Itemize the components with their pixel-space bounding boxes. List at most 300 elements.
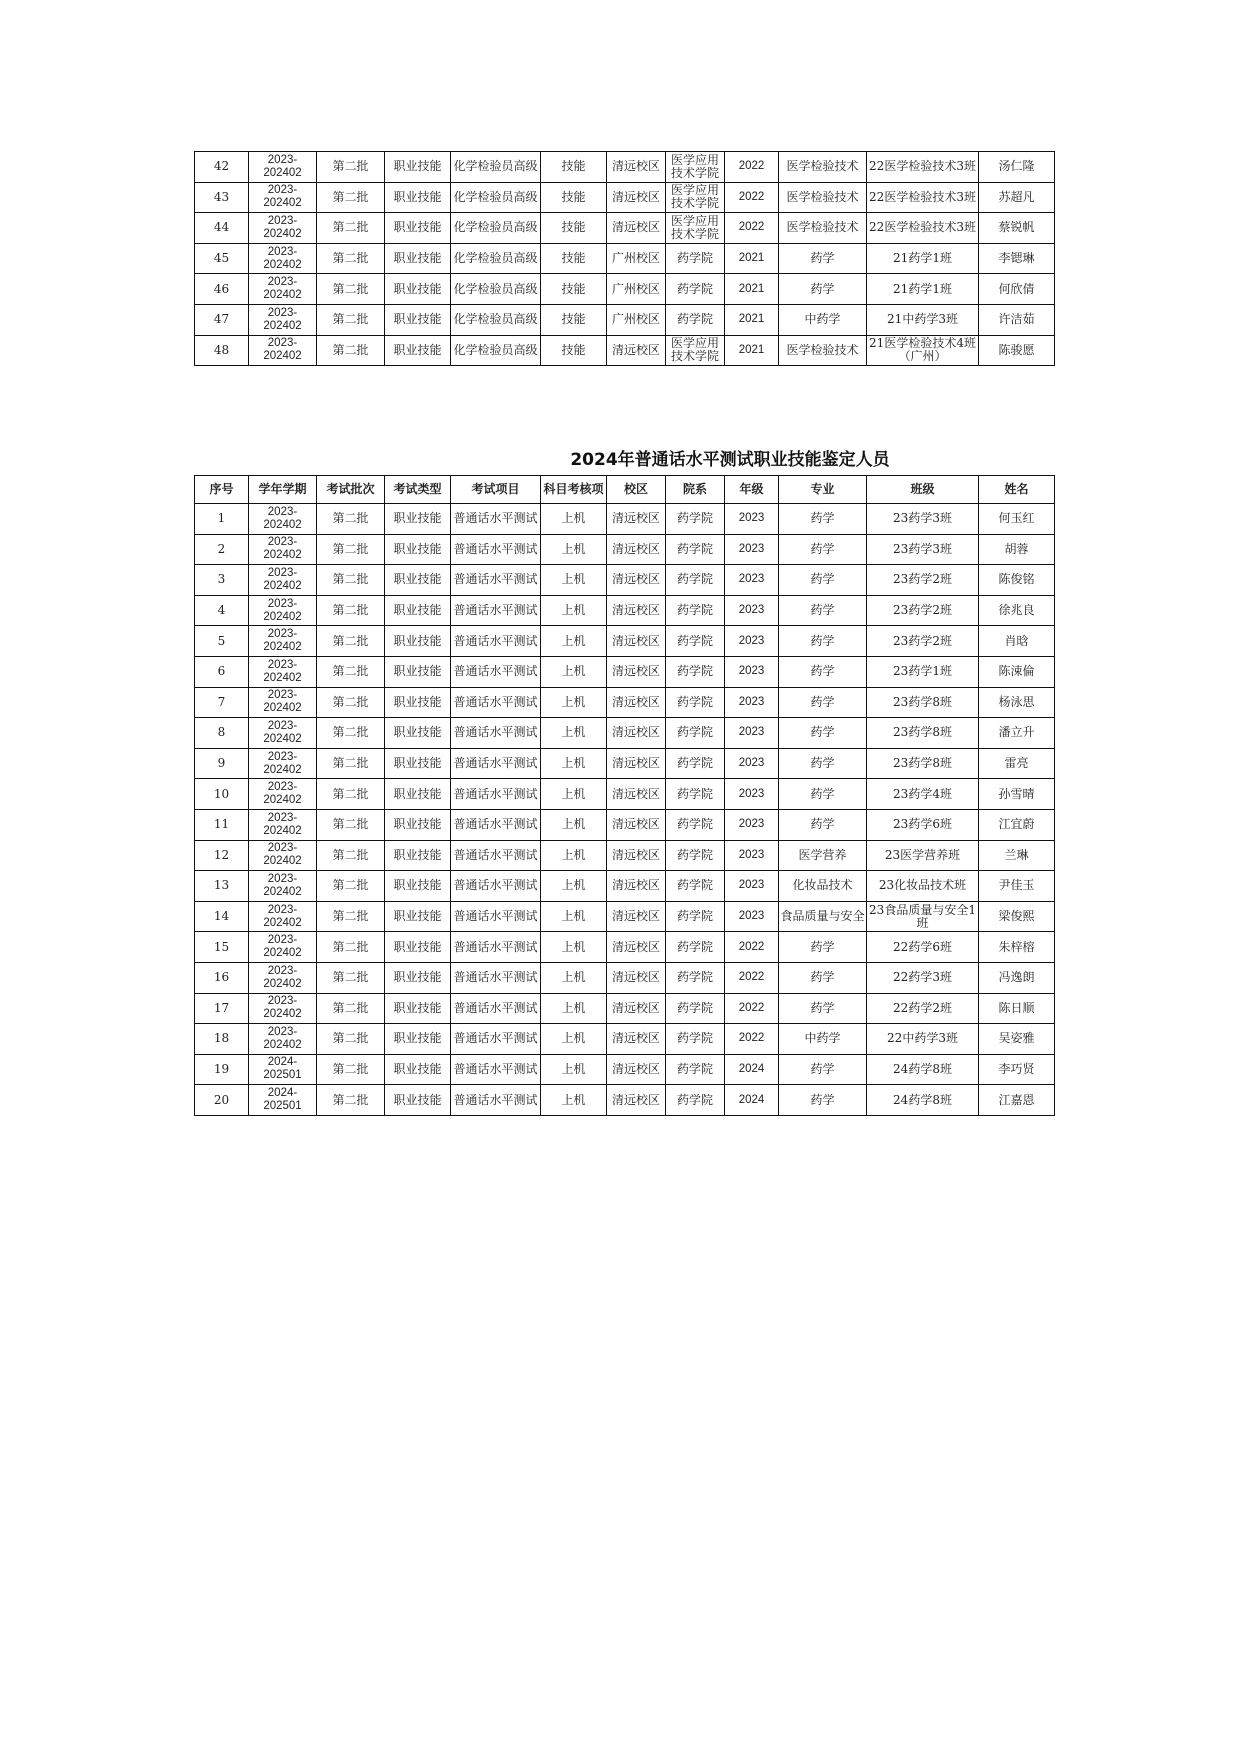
cell-exam-type: 职业技能 — [385, 748, 451, 779]
header-row — [195, 476, 1055, 504]
cell-major: 医学检验技术 — [779, 335, 867, 366]
cell-campus: 清远校区 — [607, 335, 666, 366]
cell-college: 药学院 — [666, 304, 725, 335]
cell-class-name: 22医学检验技术3班 — [867, 182, 979, 213]
cell-campus: 清远校区 — [607, 595, 666, 626]
cell-exam-project: 化学检验员高级 — [451, 182, 541, 213]
table-row — [195, 779, 1055, 810]
cell-grade: 2024 — [725, 1054, 779, 1085]
cell-exam-project: 普通话水平测试 — [451, 626, 541, 657]
cell-campus: 清远校区 — [607, 152, 666, 183]
cell-subject-item: 技能 — [541, 213, 607, 244]
cell-exam-batch: 第二批 — [317, 901, 385, 932]
cell-subject-item: 上机 — [541, 687, 607, 718]
cell-exam-type: 职业技能 — [385, 626, 451, 657]
cell-row-number: 13 — [195, 871, 249, 902]
cell-exam-type: 职业技能 — [385, 534, 451, 565]
column-header: 专业 — [779, 476, 867, 504]
cell-exam-type: 职业技能 — [385, 335, 451, 366]
cell-class-name: 21药学1班 — [867, 274, 979, 305]
table-row — [195, 1054, 1055, 1085]
cell-class-name: 22药学6班 — [867, 932, 979, 963]
cell-student-name: 何欣倩 — [979, 274, 1055, 305]
column-header: 校区 — [607, 476, 666, 504]
cell-subject-item: 上机 — [541, 993, 607, 1024]
cell-row-number: 42 — [195, 152, 249, 183]
table-row — [195, 243, 1055, 274]
cell-exam-batch: 第二批 — [317, 748, 385, 779]
cell-college: 药学院 — [666, 809, 725, 840]
cell-exam-batch: 第二批 — [317, 243, 385, 274]
cell-row-number: 43 — [195, 182, 249, 213]
cell-exam-project: 普通话水平测试 — [451, 932, 541, 963]
cell-academic-term: 2023-202402 — [249, 534, 317, 565]
cell-campus: 广州校区 — [607, 274, 666, 305]
table-row — [195, 840, 1055, 871]
cell-major: 医学营养 — [779, 840, 867, 871]
cell-class-name: 21中药学3班 — [867, 304, 979, 335]
cell-exam-project: 普通话水平测试 — [451, 595, 541, 626]
cell-subject-item: 上机 — [541, 840, 607, 871]
cell-grade: 2023 — [725, 809, 779, 840]
cell-grade: 2022 — [725, 182, 779, 213]
cell-major: 药学 — [779, 504, 867, 535]
cell-major: 医学检验技术 — [779, 213, 867, 244]
cell-academic-term: 2023-202402 — [249, 718, 317, 749]
cell-academic-term: 2023-202402 — [249, 304, 317, 335]
cell-grade: 2024 — [725, 1085, 779, 1116]
table-row — [195, 687, 1055, 718]
cell-major: 药学 — [779, 809, 867, 840]
cell-exam-batch: 第二批 — [317, 274, 385, 305]
cell-student-name: 陈日顺 — [979, 993, 1055, 1024]
cell-class-name: 23药学8班 — [867, 687, 979, 718]
cell-student-name: 何玉红 — [979, 504, 1055, 535]
cell-college: 药学院 — [666, 748, 725, 779]
cell-row-number: 44 — [195, 213, 249, 244]
cell-row-number: 5 — [195, 626, 249, 657]
cell-campus: 清远校区 — [607, 840, 666, 871]
cell-exam-batch: 第二批 — [317, 182, 385, 213]
table-row — [195, 1085, 1055, 1116]
cell-campus: 清远校区 — [607, 504, 666, 535]
cell-row-number: 12 — [195, 840, 249, 871]
table-row — [195, 565, 1055, 596]
cell-academic-term: 2023-202402 — [249, 565, 317, 596]
cell-exam-type: 职业技能 — [385, 1054, 451, 1085]
column-header: 班级 — [867, 476, 979, 504]
cell-exam-type: 职业技能 — [385, 243, 451, 274]
cell-exam-type: 职业技能 — [385, 871, 451, 902]
cell-exam-project: 普通话水平测试 — [451, 809, 541, 840]
cell-college: 药学院 — [666, 840, 725, 871]
cell-subject-item: 上机 — [541, 595, 607, 626]
cell-student-name: 杨泳思 — [979, 687, 1055, 718]
cell-exam-type: 职业技能 — [385, 1024, 451, 1055]
cell-exam-project: 普通话水平测试 — [451, 871, 541, 902]
cell-exam-batch: 第二批 — [317, 687, 385, 718]
table-row — [195, 504, 1055, 535]
cell-exam-type: 职业技能 — [385, 565, 451, 596]
cell-exam-batch: 第二批 — [317, 932, 385, 963]
cell-major: 药学 — [779, 534, 867, 565]
cell-student-name: 雷亮 — [979, 748, 1055, 779]
cell-campus: 清远校区 — [607, 993, 666, 1024]
cell-college: 药学院 — [666, 1085, 725, 1116]
cell-campus: 清远校区 — [607, 779, 666, 810]
cell-exam-batch: 第二批 — [317, 626, 385, 657]
cell-row-number: 9 — [195, 748, 249, 779]
cell-campus: 清远校区 — [607, 626, 666, 657]
cell-exam-type: 职业技能 — [385, 962, 451, 993]
table-row — [195, 213, 1055, 244]
cell-campus: 清远校区 — [607, 901, 666, 932]
cell-campus: 清远校区 — [607, 1024, 666, 1055]
cell-exam-project: 化学检验员高级 — [451, 304, 541, 335]
cell-academic-term: 2023-202402 — [249, 213, 317, 244]
cell-academic-term: 2023-202402 — [249, 748, 317, 779]
cell-grade: 2023 — [725, 504, 779, 535]
cell-subject-item: 上机 — [541, 1024, 607, 1055]
cell-class-name: 23药学2班 — [867, 626, 979, 657]
cell-exam-project: 普通话水平测试 — [451, 1054, 541, 1085]
cell-exam-type: 职业技能 — [385, 993, 451, 1024]
cell-academic-term: 2023-202402 — [249, 595, 317, 626]
cell-exam-batch: 第二批 — [317, 779, 385, 810]
cell-academic-term: 2023-202402 — [249, 993, 317, 1024]
cell-major: 药学 — [779, 656, 867, 687]
table-row — [195, 871, 1055, 902]
cell-campus: 清远校区 — [607, 871, 666, 902]
cell-row-number: 15 — [195, 932, 249, 963]
cell-subject-item: 上机 — [541, 656, 607, 687]
cell-exam-type: 职业技能 — [385, 656, 451, 687]
cell-college: 药学院 — [666, 718, 725, 749]
cell-class-name: 23医学营养班 — [867, 840, 979, 871]
cell-subject-item: 上机 — [541, 504, 607, 535]
skill-roster-table-continued — [194, 151, 1055, 366]
cell-exam-project: 普通话水平测试 — [451, 504, 541, 535]
cell-exam-type: 职业技能 — [385, 595, 451, 626]
table-row — [195, 335, 1055, 366]
cell-subject-item: 上机 — [541, 871, 607, 902]
cell-subject-item: 上机 — [541, 718, 607, 749]
table-row — [195, 1024, 1055, 1055]
cell-exam-batch: 第二批 — [317, 534, 385, 565]
table-row — [195, 626, 1055, 657]
cell-class-name: 23化妆品技术班 — [867, 871, 979, 902]
cell-academic-term: 2023-202402 — [249, 932, 317, 963]
cell-college: 药学院 — [666, 243, 725, 274]
cell-exam-project: 普通话水平测试 — [451, 565, 541, 596]
cell-major: 药学 — [779, 1085, 867, 1116]
cell-row-number: 47 — [195, 304, 249, 335]
cell-class-name: 23药学3班 — [867, 534, 979, 565]
table-row — [195, 748, 1055, 779]
cell-college: 药学院 — [666, 932, 725, 963]
cell-grade: 2023 — [725, 656, 779, 687]
cell-exam-batch: 第二批 — [317, 656, 385, 687]
cell-row-number: 14 — [195, 901, 249, 932]
cell-academic-term: 2023-202402 — [249, 274, 317, 305]
cell-grade: 2023 — [725, 565, 779, 596]
table-row — [195, 932, 1055, 963]
cell-major: 医学检验技术 — [779, 152, 867, 183]
cell-grade: 2022 — [725, 962, 779, 993]
cell-academic-term: 2023-202402 — [249, 152, 317, 183]
cell-college: 药学院 — [666, 901, 725, 932]
cell-exam-batch: 第二批 — [317, 809, 385, 840]
cell-row-number: 16 — [195, 962, 249, 993]
cell-row-number: 3 — [195, 565, 249, 596]
table-row — [195, 304, 1055, 335]
cell-grade: 2021 — [725, 274, 779, 305]
cell-major: 药学 — [779, 565, 867, 596]
cell-major: 药学 — [779, 687, 867, 718]
cell-grade: 2023 — [725, 840, 779, 871]
cell-exam-batch: 第二批 — [317, 840, 385, 871]
cell-college: 药学院 — [666, 565, 725, 596]
cell-grade: 2022 — [725, 993, 779, 1024]
cell-row-number: 10 — [195, 779, 249, 810]
cell-class-name: 22医学检验技术3班 — [867, 213, 979, 244]
table-row — [195, 274, 1055, 305]
cell-campus: 清远校区 — [607, 718, 666, 749]
cell-exam-project: 普通话水平测试 — [451, 748, 541, 779]
cell-exam-batch: 第二批 — [317, 993, 385, 1024]
cell-exam-type: 职业技能 — [385, 504, 451, 535]
cell-row-number: 17 — [195, 993, 249, 1024]
cell-exam-project: 普通话水平测试 — [451, 840, 541, 871]
cell-student-name: 陈涑倫 — [979, 656, 1055, 687]
table-row — [195, 962, 1055, 993]
cell-row-number: 7 — [195, 687, 249, 718]
cell-exam-batch: 第二批 — [317, 1024, 385, 1055]
cell-college: 医学应用技术学院 — [666, 213, 725, 244]
cell-academic-term: 2023-202402 — [249, 656, 317, 687]
cell-class-name: 23药学3班 — [867, 504, 979, 535]
cell-class-name: 23食品质量与安全1班 — [867, 901, 979, 932]
cell-subject-item: 上机 — [541, 1085, 607, 1116]
cell-grade: 2022 — [725, 152, 779, 183]
cell-campus: 清远校区 — [607, 687, 666, 718]
cell-exam-batch: 第二批 — [317, 962, 385, 993]
cell-exam-type: 职业技能 — [385, 840, 451, 871]
cell-student-name: 冯逸朗 — [979, 962, 1055, 993]
cell-exam-project: 普通话水平测试 — [451, 687, 541, 718]
cell-class-name: 23药学8班 — [867, 718, 979, 749]
cell-college: 药学院 — [666, 871, 725, 902]
cell-academic-term: 2023-202402 — [249, 779, 317, 810]
cell-student-name: 兰琳 — [979, 840, 1055, 871]
cell-row-number: 1 — [195, 504, 249, 535]
cell-exam-type: 职业技能 — [385, 152, 451, 183]
table-row — [195, 152, 1055, 183]
cell-student-name: 梁俊熙 — [979, 901, 1055, 932]
cell-academic-term: 2023-202402 — [249, 809, 317, 840]
cell-major: 药学 — [779, 595, 867, 626]
cell-college: 医学应用技术学院 — [666, 182, 725, 213]
cell-campus: 广州校区 — [607, 304, 666, 335]
cell-class-name: 24药学8班 — [867, 1085, 979, 1116]
cell-row-number: 8 — [195, 718, 249, 749]
cell-subject-item: 上机 — [541, 626, 607, 657]
cell-college: 药学院 — [666, 1054, 725, 1085]
cell-college: 药学院 — [666, 504, 725, 535]
cell-grade: 2023 — [725, 595, 779, 626]
cell-academic-term: 2023-202402 — [249, 504, 317, 535]
cell-exam-batch: 第二批 — [317, 213, 385, 244]
cell-class-name: 24药学8班 — [867, 1054, 979, 1085]
cell-exam-batch: 第二批 — [317, 1054, 385, 1085]
cell-row-number: 11 — [195, 809, 249, 840]
cell-exam-project: 普通话水平测试 — [451, 718, 541, 749]
cell-class-name: 21医学检验技术4班（广州） — [867, 335, 979, 366]
cell-student-name: 徐兆良 — [979, 595, 1055, 626]
cell-major: 药学 — [779, 932, 867, 963]
cell-major: 药学 — [779, 1054, 867, 1085]
table-row — [195, 656, 1055, 687]
cell-academic-term: 2023-202402 — [249, 182, 317, 213]
cell-subject-item: 上机 — [541, 901, 607, 932]
cell-college: 药学院 — [666, 595, 725, 626]
cell-grade: 2022 — [725, 932, 779, 963]
cell-row-number: 20 — [195, 1085, 249, 1116]
cell-class-name: 23药学8班 — [867, 748, 979, 779]
cell-campus: 清远校区 — [607, 962, 666, 993]
column-header: 姓名 — [979, 476, 1055, 504]
cell-row-number: 45 — [195, 243, 249, 274]
cell-student-name: 江宜蔚 — [979, 809, 1055, 840]
cell-exam-project: 化学检验员高级 — [451, 213, 541, 244]
cell-major: 药学 — [779, 779, 867, 810]
cell-grade: 2022 — [725, 213, 779, 244]
cell-exam-project: 普通话水平测试 — [451, 779, 541, 810]
column-header: 科目考核项 — [541, 476, 607, 504]
cell-student-name: 吴姿雅 — [979, 1024, 1055, 1055]
cell-class-name: 21药学1班 — [867, 243, 979, 274]
column-header: 考试批次 — [317, 476, 385, 504]
cell-exam-project: 普通话水平测试 — [451, 901, 541, 932]
table-row — [195, 534, 1055, 565]
cell-subject-item: 上机 — [541, 534, 607, 565]
cell-class-name: 23药学4班 — [867, 779, 979, 810]
table-row — [195, 993, 1055, 1024]
column-header: 考试项目 — [451, 476, 541, 504]
cell-student-name: 苏超凡 — [979, 182, 1055, 213]
cell-subject-item: 上机 — [541, 779, 607, 810]
cell-major: 中药学 — [779, 1024, 867, 1055]
cell-exam-type: 职业技能 — [385, 809, 451, 840]
cell-college: 药学院 — [666, 1024, 725, 1055]
table-row — [195, 182, 1055, 213]
cell-college: 药学院 — [666, 993, 725, 1024]
cell-exam-project: 普通话水平测试 — [451, 1024, 541, 1055]
column-header: 院系 — [666, 476, 725, 504]
cell-grade: 2021 — [725, 335, 779, 366]
cell-exam-project: 普通话水平测试 — [451, 656, 541, 687]
cell-exam-type: 职业技能 — [385, 779, 451, 810]
cell-student-name: 孙雪晴 — [979, 779, 1055, 810]
cell-academic-term: 2023-202402 — [249, 901, 317, 932]
cell-exam-type: 职业技能 — [385, 182, 451, 213]
cell-class-name: 23药学6班 — [867, 809, 979, 840]
cell-class-name: 23药学2班 — [867, 565, 979, 596]
cell-grade: 2023 — [725, 687, 779, 718]
cell-exam-type: 职业技能 — [385, 718, 451, 749]
cell-student-name: 蔡锐帆 — [979, 213, 1055, 244]
cell-exam-batch: 第二批 — [317, 504, 385, 535]
cell-major: 药学 — [779, 718, 867, 749]
cell-row-number: 6 — [195, 656, 249, 687]
column-header: 序号 — [195, 476, 249, 504]
cell-row-number: 19 — [195, 1054, 249, 1085]
cell-subject-item: 技能 — [541, 274, 607, 305]
cell-row-number: 48 — [195, 335, 249, 366]
cell-student-name: 陈骏愿 — [979, 335, 1055, 366]
cell-row-number: 4 — [195, 595, 249, 626]
cell-subject-item: 技能 — [541, 304, 607, 335]
cell-major: 化妆品技术 — [779, 871, 867, 902]
cell-class-name: 22药学2班 — [867, 993, 979, 1024]
cell-exam-batch: 第二批 — [317, 1085, 385, 1116]
cell-college: 医学应用技术学院 — [666, 335, 725, 366]
cell-exam-type: 职业技能 — [385, 932, 451, 963]
cell-major: 药学 — [779, 993, 867, 1024]
cell-college: 药学院 — [666, 656, 725, 687]
cell-campus: 清远校区 — [607, 534, 666, 565]
cell-college: 药学院 — [666, 534, 725, 565]
cell-student-name: 汤仁隆 — [979, 152, 1055, 183]
cell-academic-term: 2023-202402 — [249, 840, 317, 871]
column-header: 年级 — [725, 476, 779, 504]
cell-student-name: 江嘉恩 — [979, 1085, 1055, 1116]
cell-class-name: 22中药学3班 — [867, 1024, 979, 1055]
cell-exam-type: 职业技能 — [385, 304, 451, 335]
cell-subject-item: 上机 — [541, 809, 607, 840]
cell-student-name: 朱梓榕 — [979, 932, 1055, 963]
cell-grade: 2023 — [725, 779, 779, 810]
cell-academic-term: 2024-202501 — [249, 1085, 317, 1116]
cell-row-number: 46 — [195, 274, 249, 305]
cell-grade: 2023 — [725, 901, 779, 932]
cell-grade: 2022 — [725, 1024, 779, 1055]
cell-grade: 2023 — [725, 748, 779, 779]
putonghua-roster-table — [194, 475, 1055, 1116]
cell-exam-project: 化学检验员高级 — [451, 274, 541, 305]
cell-exam-type: 职业技能 — [385, 901, 451, 932]
cell-exam-batch: 第二批 — [317, 335, 385, 366]
cell-major: 药学 — [779, 962, 867, 993]
cell-exam-project: 普通话水平测试 — [451, 993, 541, 1024]
cell-exam-batch: 第二批 — [317, 304, 385, 335]
cell-subject-item: 上机 — [541, 962, 607, 993]
cell-class-name: 22药学3班 — [867, 962, 979, 993]
cell-college: 药学院 — [666, 962, 725, 993]
cell-subject-item: 上机 — [541, 748, 607, 779]
cell-student-name: 陈俊铭 — [979, 565, 1055, 596]
cell-subject-item: 上机 — [541, 1054, 607, 1085]
cell-major: 中药学 — [779, 304, 867, 335]
cell-exam-project: 普通话水平测试 — [451, 962, 541, 993]
cell-exam-project: 普通话水平测试 — [451, 534, 541, 565]
cell-college: 药学院 — [666, 779, 725, 810]
cell-campus: 清远校区 — [607, 1054, 666, 1085]
cell-exam-batch: 第二批 — [317, 871, 385, 902]
table-row — [195, 901, 1055, 932]
cell-student-name: 潘立升 — [979, 718, 1055, 749]
cell-campus: 清远校区 — [607, 1085, 666, 1116]
